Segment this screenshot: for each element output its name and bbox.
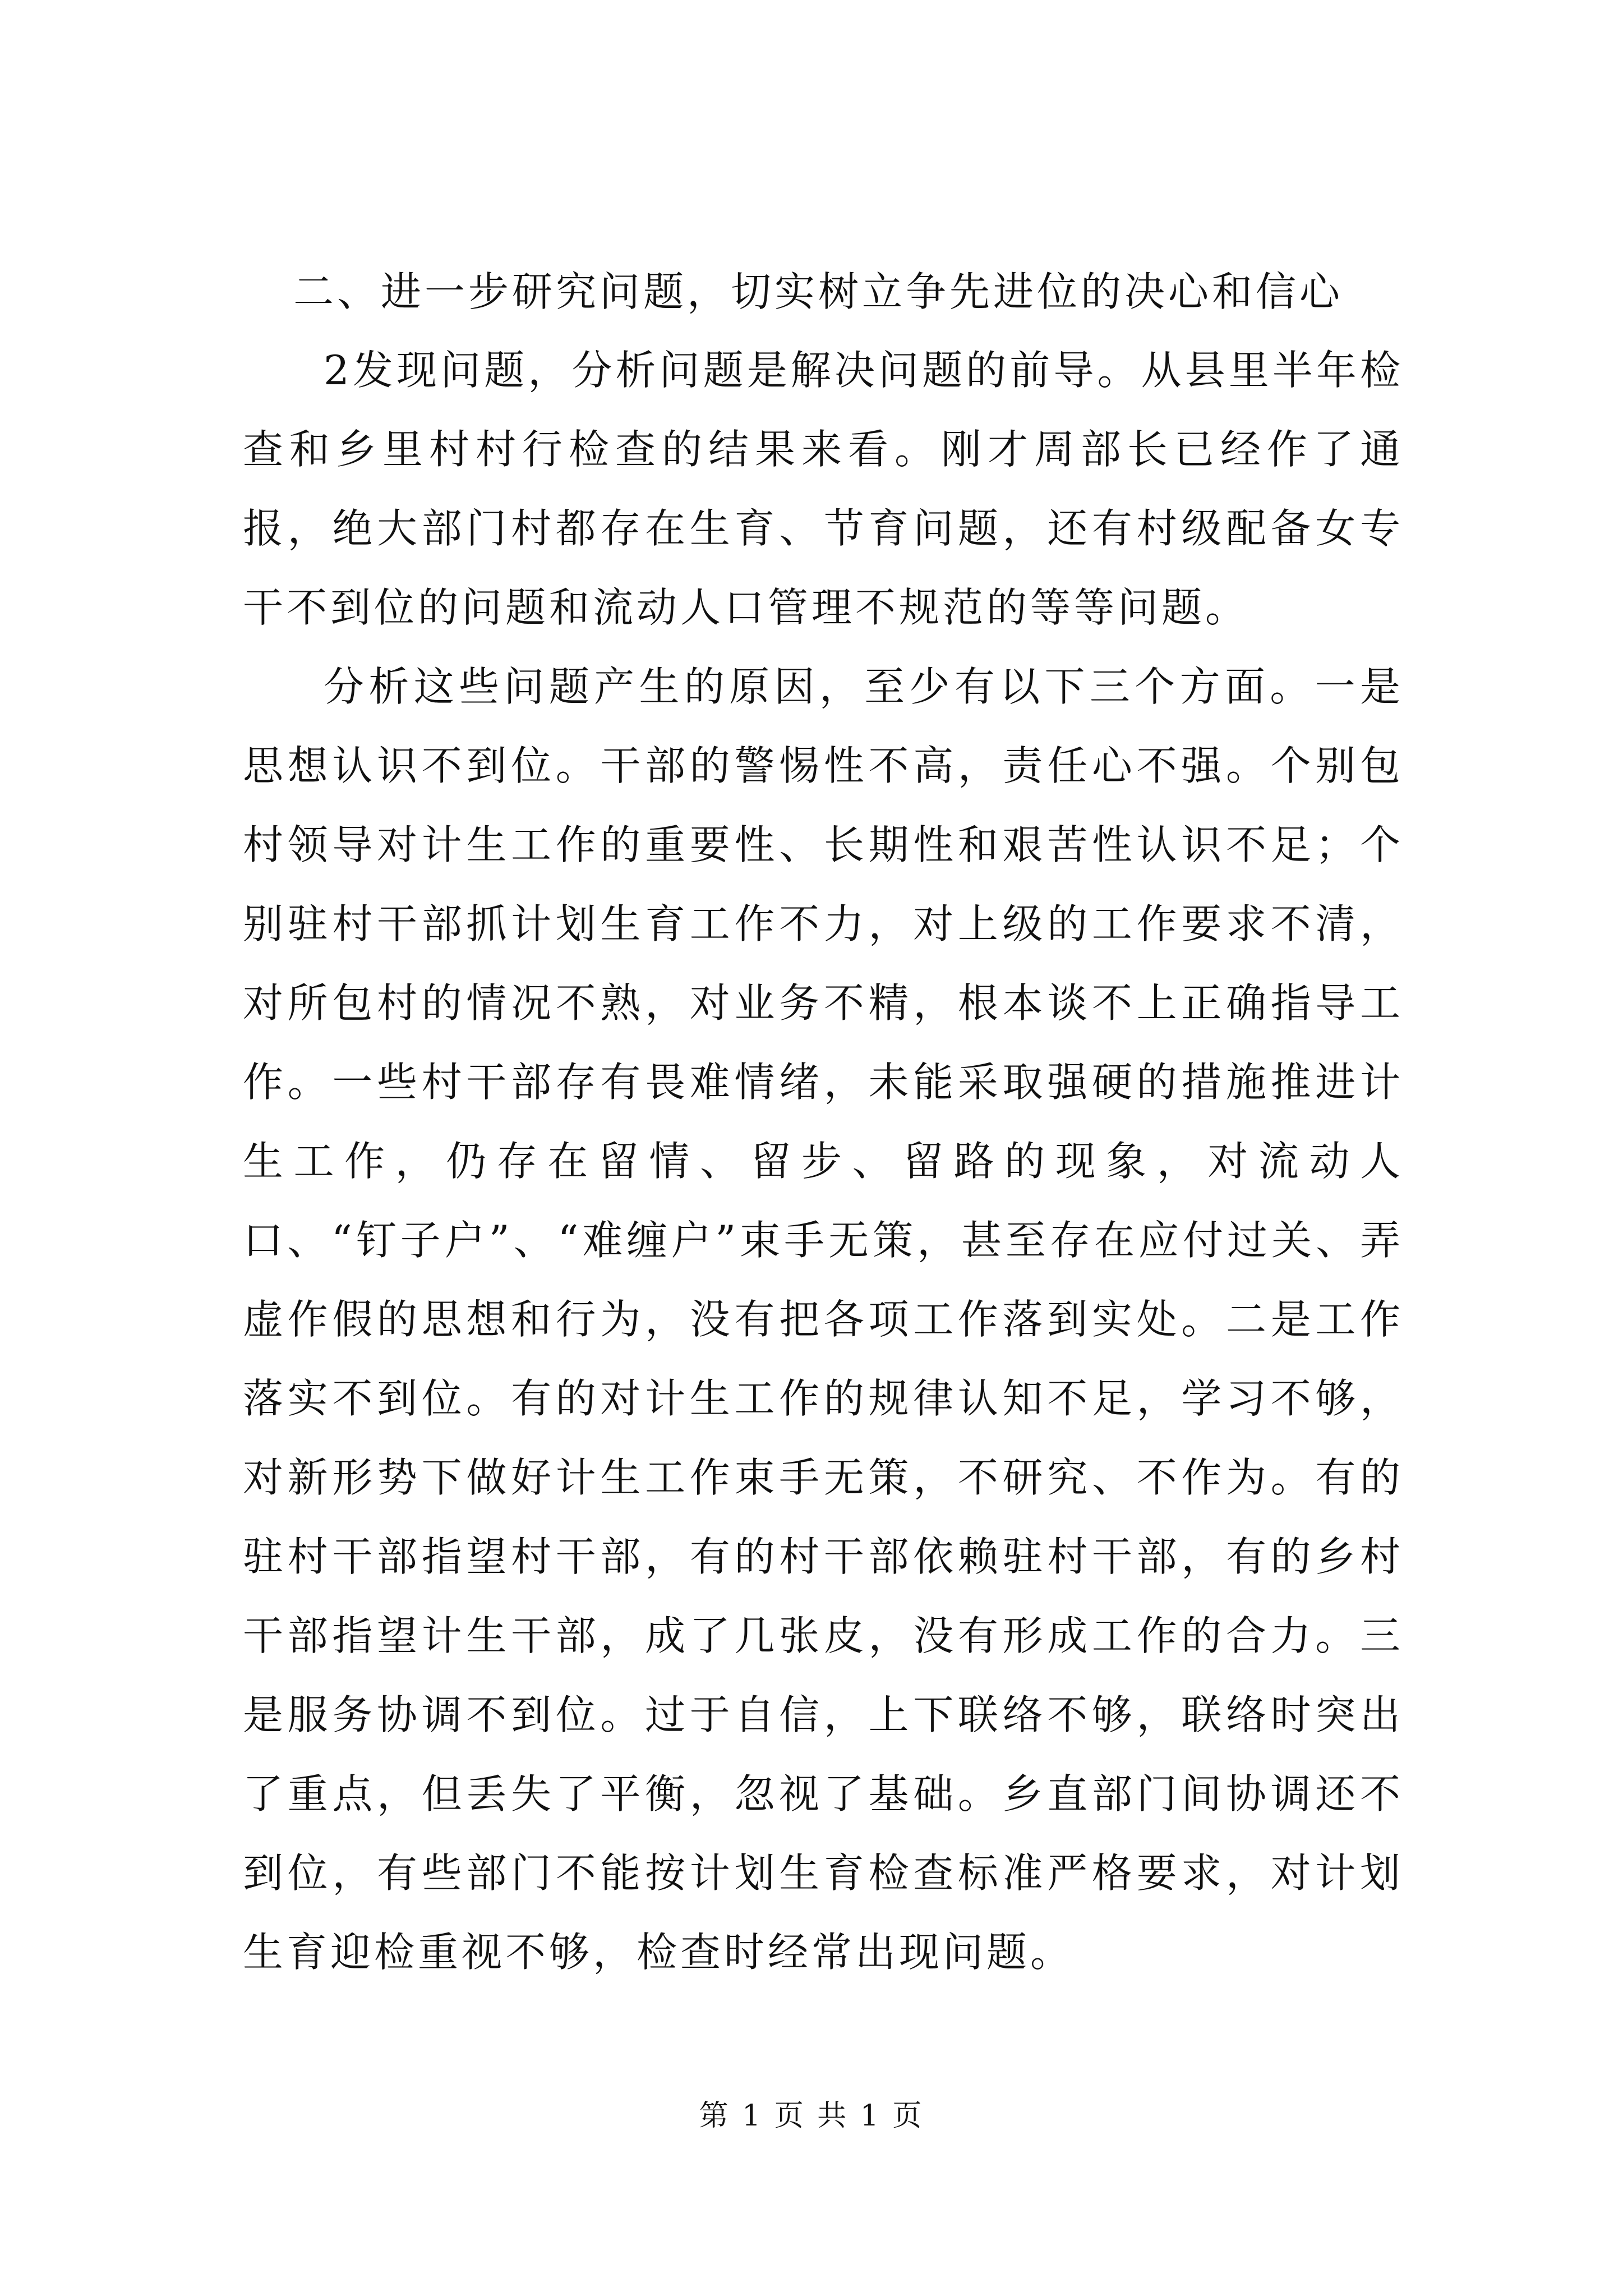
page-footer: 第 1 页 共 1 页 [699, 2099, 924, 2133]
document-body [243, 252, 1404, 1992]
paragraph-2: 分析这些问题产生的原因，至少有以下三个方面。一是思想认识不到位。干部的警惕性不高，责任心不强。个别包村领导对计生工作的重要性、长期性和艰苦性认识不足；个别驻村干部抓计划生育工作不力，对上级的工作要求不清，对所包村的情况不熟，对业务不精，根本谈不上正确指导工作。一些村干部存有畏难情绪，未能采取强硬的措施推进计生工作，仍存在留情、留步、留路的现象，对流动人口、“钉子户”、“难缠户”束手无策，甚至存在应付过关、弄虚作假的思想和行为，没有把各项工作落到实处。二是工作落实不到位。有的对计生工作的规律认知不足，学习不够，对新形势下做好计生工作束手无策，不研究、不作为。有的驻村干部指望村干部，有的村干部依赖驻村干部，有的乡村干部指望计生干部，成了几张皮，没有形成工作的合力。三是服务协调不到位。过于自信，上下联络不够，联络时突出了重点，但丢失了平衡，忽视了基础。乡直部门间协调还不到位，有些部门不能按计划生育检查标准严格要求，对计划生育迎检重视不够，检查时经常出现问题。 [243, 663, 1404, 1976]
section-heading: 二、进一步研究问题，切实树立争先进位的决心和信心 [293, 268, 1344, 315]
paragraph-1: 2发现问题，分析问题是解决问题的前导。从县里半年检查和乡里村村行检查的结果来看。刚才周部长已经作了通报，绝大部门村都存在生育、节育问题，还有村级配备女专干不到位的问题和流动人口管理不规范的等等问题。 [243, 347, 1404, 631]
